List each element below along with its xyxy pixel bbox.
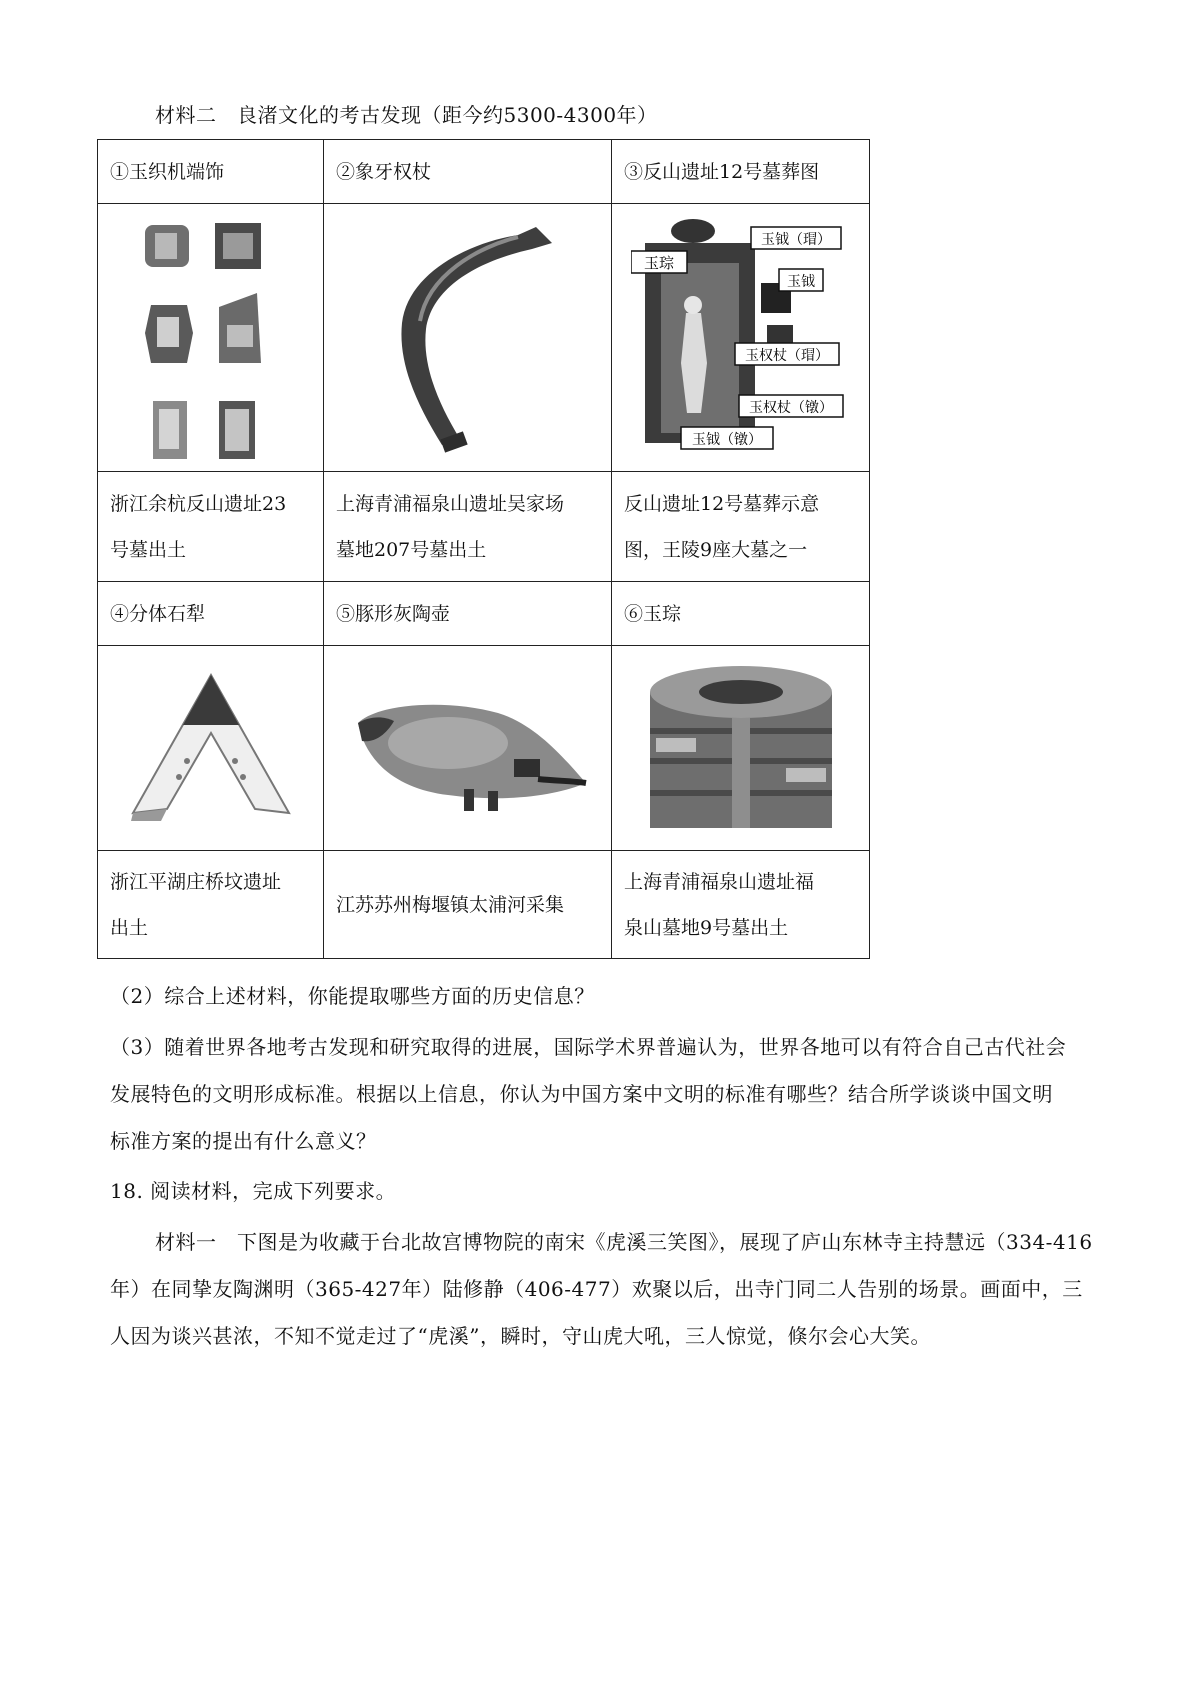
material-one-line-1: 材料一 下图是为收藏于台北故宫博物院的南宋《虎溪三笑图》，展现了庐山东林寺主持慧远（334-416	[155, 1230, 1093, 1254]
tomb-label-scepter-end: 玉权杖（镦）	[748, 399, 833, 416]
tomb-label-jade-yue-end: 玉钺（镦）	[691, 431, 762, 448]
tomb-label-jade-yue: 玉钺	[786, 273, 815, 290]
tomb-label-scepter-cap: 玉权杖（瑁）	[744, 347, 829, 364]
title-pig-shaped-pot: ⑤豚形灰陶壶	[324, 582, 612, 646]
archaeology-table	[97, 139, 870, 959]
image-jade-loom-ornament	[98, 204, 324, 472]
title-ivory-scepter: ②象牙权杖	[324, 140, 612, 204]
caption-jade-cong: 上海青浦福泉山遗址福 泉山墓地9号墓出土	[612, 851, 870, 959]
tomb-label-jade-cong: 玉琮	[643, 253, 674, 272]
pig-shaped-pot-photo	[338, 663, 598, 833]
title-jade-loom-ornament: ①玉织机端饰	[98, 140, 324, 204]
image-ivory-scepter	[324, 204, 612, 472]
question-18-title: 18. 阅读材料，完成下列要求。	[110, 1179, 397, 1203]
tomb-label-jade-yue-cap: 玉钺（瑁）	[760, 231, 831, 248]
image-pig-shaped-pot	[324, 646, 612, 851]
title-tomb-12-diagram: ③反山遗址12号墓葬图	[612, 140, 870, 204]
question-2: （2）综合上述材料，你能提取哪些方面的历史信息？	[110, 984, 595, 1008]
caption-ivory-scepter: 上海青浦福泉山遗址吴家场 墓地207号墓出土	[324, 472, 612, 582]
caption-stone-plough: 浙江平湖庄桥坟遗址 出土	[98, 851, 324, 959]
tomb-12-diagram-illustration	[631, 213, 851, 463]
title-stone-plough: ④分体石犁	[98, 582, 324, 646]
material-two-heading: 材料二 良渚文化的考古发现（距今约5300-4300年）	[155, 103, 658, 127]
jade-cong-photo	[636, 658, 846, 838]
material-one-line-2: 年）在同挚友陶渊明（365-427年）陆修静（406-477）欢聚以后，出寺门同二人告别的场景。画面中，三	[110, 1277, 1083, 1301]
image-tomb-12-diagram	[612, 204, 870, 472]
caption-jade-loom-ornament: 浙江余杭反山遗址23 号墓出土	[98, 472, 324, 582]
caption-tomb-12-diagram: 反山遗址12号墓葬示意 图，王陵9座大墓之一	[612, 472, 870, 582]
question-3-line-1: （3）随着世界各地考古发现和研究取得的进展，国际学术界普遍认为，世界各地可以有符合自己古代社会	[110, 1035, 1067, 1059]
image-jade-cong	[612, 646, 870, 851]
ivory-scepter-photo	[368, 213, 568, 463]
jade-loom-ornament-photo	[131, 213, 291, 463]
stone-plough-photo	[121, 653, 301, 843]
image-stone-plough	[98, 646, 324, 851]
question-3-line-3: 标准方案的提出有什么意义？	[110, 1129, 377, 1153]
title-jade-cong: ⑥玉琮	[612, 582, 870, 646]
material-one-line-3: 人因为谈兴甚浓，不知不觉走过了“虎溪”，瞬时，守山虎大吼，三人惊觉，倏尔会心大笑。	[110, 1324, 931, 1348]
caption-pig-shaped-pot: 江苏苏州梅堰镇太浦河采集	[324, 851, 612, 959]
question-3-line-2: 发展特色的文明形成标准。根据以上信息，你认为中国方案中文明的标准有哪些？结合所学谈谈中国文明	[110, 1082, 1053, 1106]
